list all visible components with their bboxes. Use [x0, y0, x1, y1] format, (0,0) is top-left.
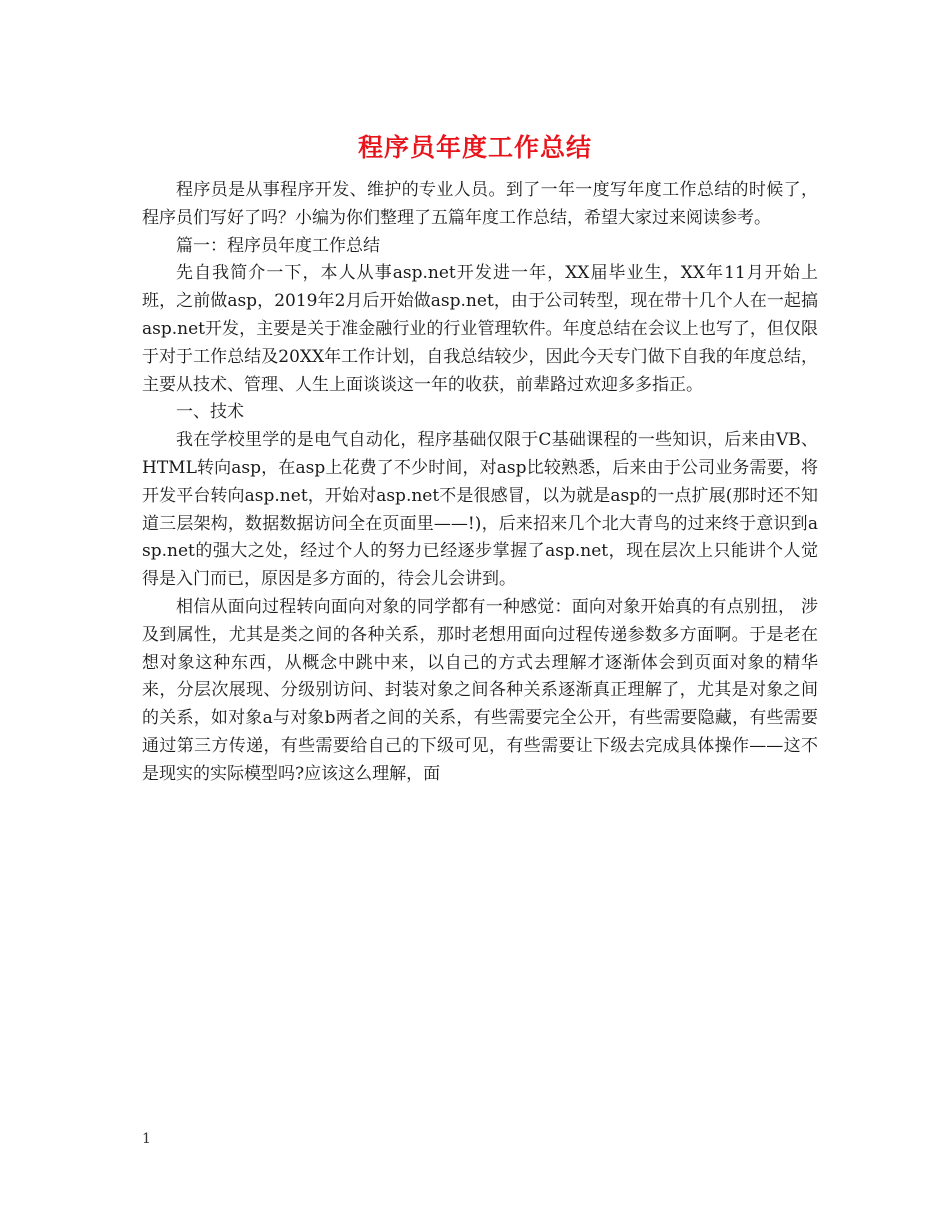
- document-title: 程序员年度工作总结: [357, 133, 592, 162]
- paragraph-section-heading: 篇一：程序员年度工作总结: [176, 235, 380, 256]
- paragraph-tech-background: 我在学校里学的是电气自动化，程序基础仅限于C基础课程的一些知识，后来由VB、HTML转向asp，在asp上花费了不少时间，对asp比较熟悉，后来由于公司业务需要，将开发平台转向asp.net，开始对asp.net不是很感冒，以为就是asp的一点扩展(那时还不知道三层架构，数据数据访问全在页面里——!)，后来招来几个北大青鸟的过来终于意识到asp.net的强大之处，经过个人的努力已经逐步掌握了asp.net，现在层次上只能讲个人觉得是入门而已，原因是多方面的，待会儿会讲到。: [142, 430, 818, 590]
- paragraph-intro: 程序员是从事程序开发、维护的专业人员。到了一年一度写年度工作总结的时候了，程序员们写好了吗？小编为你们整理了五篇年度工作总结，希望大家过来阅读参考。: [142, 180, 818, 228]
- paragraph-self-intro: 先自我简介一下，本人从事asp.net开发进一年，XX届毕业生，XX年11月开始上班，之前做asp，2019年2月后开始做asp.net，由于公司转型，现在带十几个人在一起搞asp.net开发，主要是关于准金融行业的行业管理软件。年度总结在会议上也写了，但仅限于对于工作总结及20XX年工作计划，自我总结较少，因此今天专门做下自我的年度总结，主要从技术、管理、人生上面谈谈这一年的收获，前辈路过欢迎多多指正。: [142, 263, 818, 395]
- page-number: 1: [142, 1131, 151, 1147]
- paragraph-object-oriented: 相信从面向过程转向面向对象的同学都有一种感觉：面向对象开始真的有点别扭， 涉及到属性，尤其是类之间的各种关系，那时老想用面向过程传递参数多方面啊。于是老在想对象这种东西，从概念中跳中来，以自己的方式去理解才逐渐体会到页面对象的精华来，分层次展现、分级别访问、封装对象之间各种关系逐渐真正理解了，尤其是对象之间的关系，如对象a与对象b两者之间的关系，有些需要完全公开，有些需要隐藏，有些需要通过第三方传递，有些需要给自己的下级可见，有些需要让下级去完成具体操作——这不是现实的实际模型吗?应该这么理解，面: [142, 596, 818, 784]
- paragraph-subheading-tech: 一、技术: [176, 402, 244, 423]
- document-body: [142, 177, 818, 789]
